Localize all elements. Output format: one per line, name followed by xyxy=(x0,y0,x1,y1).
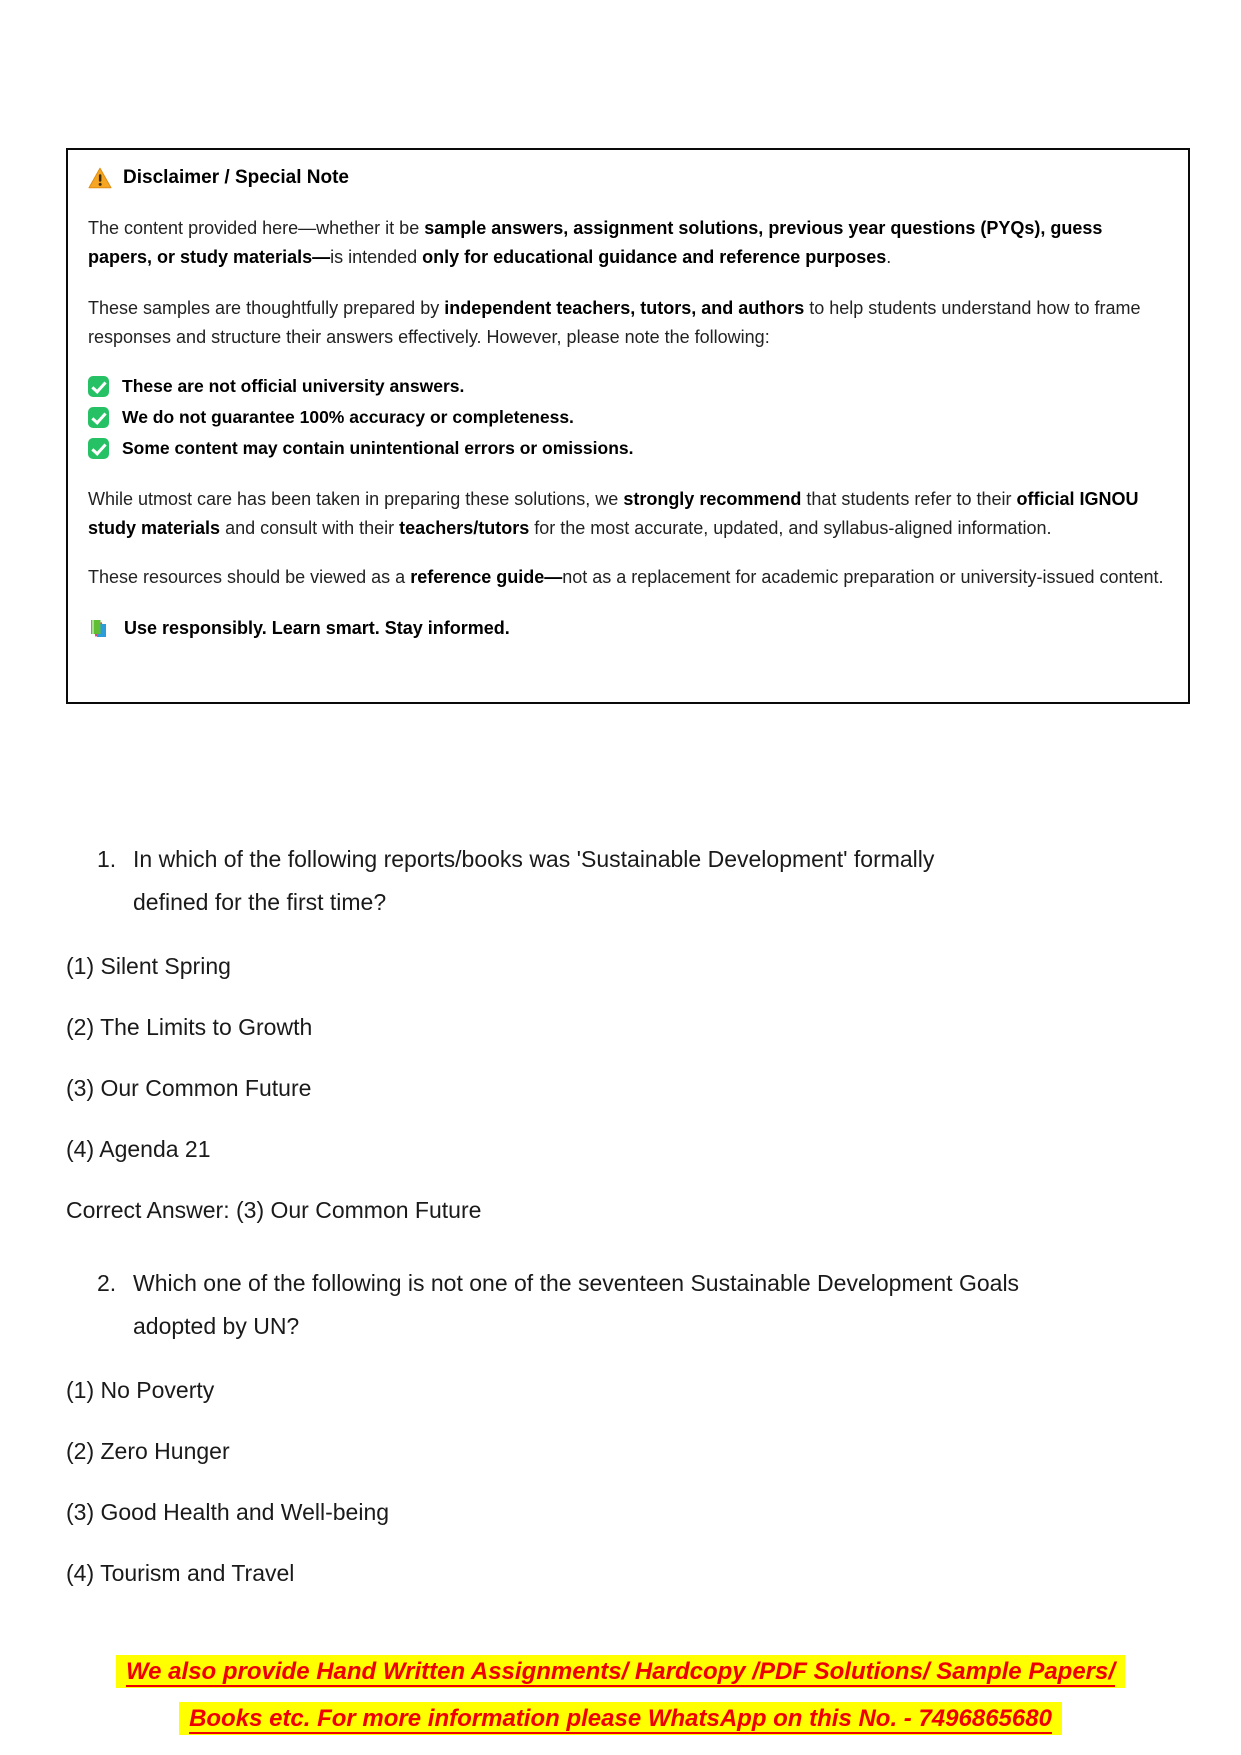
warning-triangle-icon xyxy=(88,167,112,189)
question-2 xyxy=(97,1262,1196,1348)
books-stack-icon xyxy=(88,617,111,640)
disclaimer-title-row xyxy=(88,164,1166,192)
disclaimer-title: Disclaimer / Special Note xyxy=(123,167,349,188)
option-item: (2) The Limits to Growth xyxy=(66,1014,313,1040)
disclaimer-box xyxy=(66,148,1190,704)
checklist-item xyxy=(88,433,1166,464)
question-1 xyxy=(97,838,1196,924)
question-2-number: 2. xyxy=(97,1270,117,1296)
question-1-correct-answer: Correct Answer: (3) Our Common Future xyxy=(66,1197,482,1223)
option-item: (3) Our Common Future xyxy=(66,1075,312,1101)
question-2-options xyxy=(66,1369,1196,1595)
checklist-item-text: These are not official university answers. xyxy=(122,376,465,396)
check-icon xyxy=(88,438,109,459)
option-item: (4) Agenda 21 xyxy=(66,1136,211,1162)
checklist-item xyxy=(88,371,1166,402)
option-item: (2) Zero Hunger xyxy=(66,1438,230,1464)
promo-banner-line-2 xyxy=(0,1697,1241,1744)
disclaimer-checklist xyxy=(88,371,1166,464)
check-icon xyxy=(88,407,109,428)
promo-banner-line-1 xyxy=(0,1650,1241,1697)
disclaimer-footer xyxy=(88,617,1166,640)
promo-banner xyxy=(0,1650,1241,1744)
disclaimer-paragraph-3: While utmost care has been taken in preparing these solutions, we strongly recommend that students refer to their official IGNOU study materials and consult with their teachers/tutors for the most accurate, updated, and syllabus-aligned information. xyxy=(88,489,1139,538)
checklist-item xyxy=(88,402,1166,433)
disclaimer-paragraph-4: These resources should be viewed as a reference guide—not as a replacement for academic preparation or university-issued content. xyxy=(88,567,1164,587)
option-item: (1) No Poverty xyxy=(66,1377,215,1403)
promo-banner-text-2: Books etc. For more information please WhatsApp on this No. - 7496865680 xyxy=(179,1702,1062,1735)
question-1-number: 1. xyxy=(97,846,117,872)
option-item: (1) Silent Spring xyxy=(66,953,231,979)
checklist-item-text: Some content may contain unintentional errors or omissions. xyxy=(122,438,634,458)
disclaimer-footer-text: Use responsibly. Learn smart. Stay informed. xyxy=(124,618,510,638)
promo-banner-text-1: We also provide Hand Written Assignments/ Hardcopy /PDF Solutions/ Sample Papers/ xyxy=(116,1655,1125,1688)
option-item: (3) Good Health and Well-being xyxy=(66,1499,390,1525)
disclaimer-paragraph-2: These samples are thoughtfully prepared by independent teachers, tutors, and authors to help students understand how to frame responses and structure their answers effectively. However, please note the following: xyxy=(88,298,1141,347)
check-icon xyxy=(88,376,109,397)
option-item: (4) Tourism and Travel xyxy=(66,1560,295,1586)
checklist-item-text: We do not guarantee 100% accuracy or completeness. xyxy=(122,407,574,427)
questions-section xyxy=(66,838,1196,1595)
disclaimer-paragraph-1: The content provided here—whether it be sample answers, assignment solutions, previous year questions (PYQs), guess papers, or study materials—is intended only for educational guidance and reference purposes. xyxy=(88,218,1103,267)
question-1-options xyxy=(66,945,1196,1171)
question-1-text: In which of the following reports/books was 'Sustainable Development' formally defined for the first time? xyxy=(133,846,935,915)
question-2-text: Which one of the following is not one of the seventeen Sustainable Development Goals adopted by UN? xyxy=(133,1270,1020,1339)
